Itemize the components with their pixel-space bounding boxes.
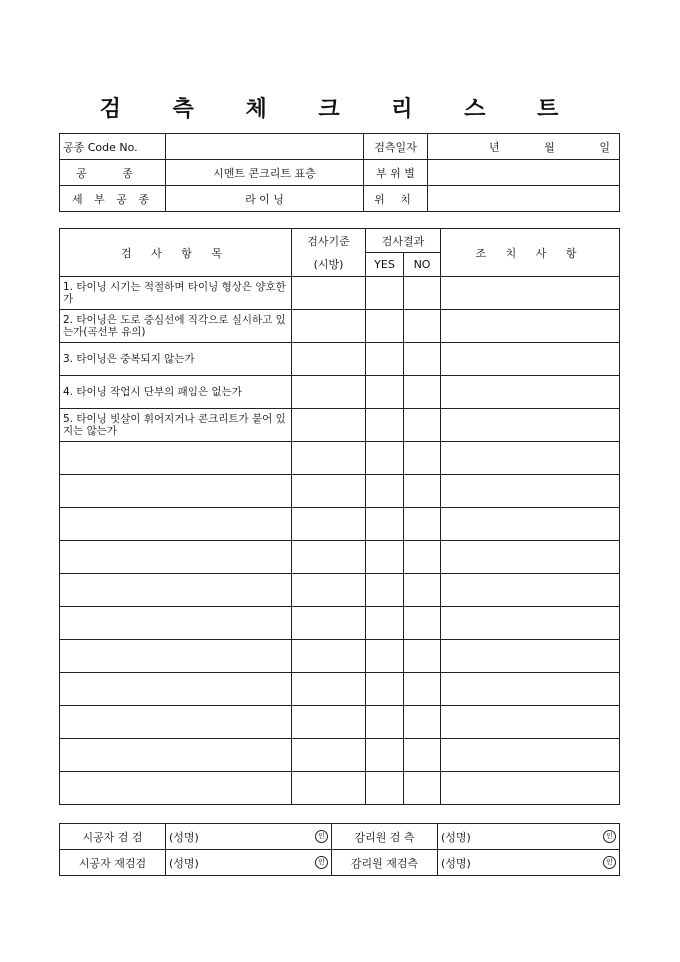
cell-item: 4. 타이닝 작업시 단부의 패임은 없는가 (60, 376, 292, 409)
table-row (60, 442, 620, 475)
cell-no[interactable] (404, 772, 441, 805)
cell-action[interactable] (441, 343, 620, 376)
cell-action[interactable] (441, 508, 620, 541)
contractor-check-label: 시공자 검 검 (60, 824, 166, 850)
date-day: 일 (599, 140, 610, 154)
table-row (60, 739, 620, 772)
col-standard-sub: (시방) (292, 253, 366, 277)
work-value[interactable]: 시멘트 콘크리트 표층 (166, 160, 364, 186)
location-value[interactable] (428, 186, 620, 212)
subwork-label: 세 부 공 종 (60, 186, 166, 212)
seal-icon: 인 (315, 830, 328, 843)
cell-item (60, 475, 292, 508)
name-placeholder: (성명) (169, 830, 199, 844)
cell-yes[interactable] (366, 574, 404, 607)
table-row (60, 574, 620, 607)
table-row (60, 541, 620, 574)
cell-no[interactable] (404, 640, 441, 673)
cell-item: 3. 타이닝은 중복되지 않는가 (60, 343, 292, 376)
subwork-value[interactable]: 라 이 닝 (166, 186, 364, 212)
col-result-header: 검사결과 (366, 229, 441, 253)
cell-item (60, 442, 292, 475)
page-title: 검 측 체 크 리 스 트 (99, 96, 581, 122)
name-placeholder: (성명) (441, 856, 471, 870)
cell-item (60, 673, 292, 706)
work-label: 공 종 (60, 160, 166, 186)
cell-yes[interactable] (366, 640, 404, 673)
cell-action[interactable] (441, 277, 620, 310)
date-month: 월 (544, 140, 555, 154)
cell-standard[interactable] (292, 508, 366, 541)
cell-no[interactable] (404, 541, 441, 574)
cell-action[interactable] (441, 706, 620, 739)
cell-no[interactable] (404, 442, 441, 475)
cell-no[interactable] (404, 673, 441, 706)
date-value[interactable] (428, 134, 620, 160)
table-row (60, 310, 620, 343)
date-year: 년 (489, 140, 500, 154)
contractor-recheck-name[interactable] (166, 850, 332, 876)
cell-no[interactable] (404, 475, 441, 508)
supervisor-recheck-label: 감리원 재검측 (332, 850, 438, 876)
location-label: 위 치 (364, 186, 428, 212)
col-yes-header: YES (366, 253, 404, 277)
table-row (60, 343, 620, 376)
table-row (60, 772, 620, 805)
cell-item (60, 607, 292, 640)
table-row (60, 409, 620, 442)
supervisor-check-name[interactable] (438, 824, 620, 850)
cell-no[interactable] (404, 607, 441, 640)
table-row (60, 607, 620, 640)
cell-no[interactable] (404, 310, 441, 343)
cell-action[interactable] (441, 376, 620, 409)
cell-action[interactable] (441, 475, 620, 508)
name-placeholder: (성명) (441, 830, 471, 844)
cell-yes[interactable] (366, 508, 404, 541)
table-row (60, 376, 620, 409)
cell-item (60, 574, 292, 607)
cell-yes[interactable] (366, 607, 404, 640)
contractor-recheck-label: 시공자 재검검 (60, 850, 166, 876)
table-row (60, 640, 620, 673)
cell-standard[interactable] (292, 640, 366, 673)
date-label: 검측일자 (364, 134, 428, 160)
cell-no[interactable] (404, 277, 441, 310)
cell-item: 2. 타이닝은 도로 중심선에 직각으로 실시하고 있는가(곡선부 유의) (60, 310, 292, 343)
cell-action[interactable] (441, 640, 620, 673)
cell-yes[interactable] (366, 673, 404, 706)
cell-item (60, 706, 292, 739)
table-row (60, 475, 620, 508)
cell-yes[interactable] (366, 376, 404, 409)
cell-yes[interactable] (366, 310, 404, 343)
part-label: 부 위 별 (364, 160, 428, 186)
cell-standard[interactable] (292, 376, 366, 409)
cell-item (60, 739, 292, 772)
checklist-rows (60, 277, 620, 805)
sign-table (59, 823, 620, 876)
supervisor-recheck-name[interactable] (438, 850, 620, 876)
cell-standard[interactable] (292, 574, 366, 607)
seal-icon: 인 (315, 856, 328, 869)
info-table (59, 133, 620, 212)
cell-item (60, 541, 292, 574)
cell-item: 1. 타이닝 시기는 적절하며 타이닝 형상은 양호한가 (60, 277, 292, 310)
contractor-check-name[interactable] (166, 824, 332, 850)
table-row (60, 508, 620, 541)
name-placeholder: (성명) (169, 856, 199, 870)
cell-standard[interactable] (292, 475, 366, 508)
cell-item (60, 508, 292, 541)
seal-icon: 인 (603, 856, 616, 869)
cell-action[interactable] (441, 409, 620, 442)
cell-no[interactable] (404, 343, 441, 376)
cell-standard[interactable] (292, 343, 366, 376)
cell-yes[interactable] (366, 772, 404, 805)
cell-action[interactable] (441, 739, 620, 772)
cell-no[interactable] (404, 574, 441, 607)
cell-no[interactable] (404, 409, 441, 442)
checklist-table (59, 228, 620, 805)
cell-action[interactable] (441, 772, 620, 805)
cell-standard[interactable] (292, 739, 366, 772)
cell-item (60, 772, 292, 805)
cell-yes[interactable] (366, 475, 404, 508)
cell-action[interactable] (441, 442, 620, 475)
cell-no[interactable] (404, 706, 441, 739)
cell-standard[interactable] (292, 409, 366, 442)
cell-action[interactable] (441, 541, 620, 574)
code-value[interactable] (166, 134, 364, 160)
cell-item (60, 640, 292, 673)
cell-action[interactable] (441, 310, 620, 343)
cell-yes[interactable] (366, 343, 404, 376)
cell-action[interactable] (441, 607, 620, 640)
col-no-header: NO (404, 253, 441, 277)
cell-standard[interactable] (292, 277, 366, 310)
cell-yes[interactable] (366, 277, 404, 310)
cell-no[interactable] (404, 376, 441, 409)
col-item-header: 검 사 항 목 (60, 229, 292, 277)
cell-standard[interactable] (292, 541, 366, 574)
cell-no[interactable] (404, 739, 441, 772)
table-row (60, 673, 620, 706)
cell-action[interactable] (441, 673, 620, 706)
seal-icon: 인 (603, 830, 616, 843)
cell-yes[interactable] (366, 739, 404, 772)
cell-standard[interactable] (292, 607, 366, 640)
part-value[interactable] (428, 160, 620, 186)
cell-yes[interactable] (366, 706, 404, 739)
cell-yes[interactable] (366, 442, 404, 475)
cell-standard[interactable] (292, 310, 366, 343)
cell-standard[interactable] (292, 442, 366, 475)
col-standard-header: 검사기준 (292, 229, 366, 253)
cell-yes[interactable] (366, 541, 404, 574)
code-label: 공종 Code No. (60, 134, 166, 160)
cell-action[interactable] (441, 574, 620, 607)
cell-standard[interactable] (292, 673, 366, 706)
col-action-header: 조 치 사 항 (441, 229, 620, 277)
table-row (60, 706, 620, 739)
table-row (60, 277, 620, 310)
cell-item: 5. 타이닝 빗살이 휘어지거나 콘크리트가 붙어 있지는 않는가 (60, 409, 292, 442)
cell-yes[interactable] (366, 409, 404, 442)
supervisor-check-label: 감리원 검 측 (332, 824, 438, 850)
cell-standard[interactable] (292, 706, 366, 739)
cell-standard[interactable] (292, 772, 366, 805)
cell-no[interactable] (404, 508, 441, 541)
